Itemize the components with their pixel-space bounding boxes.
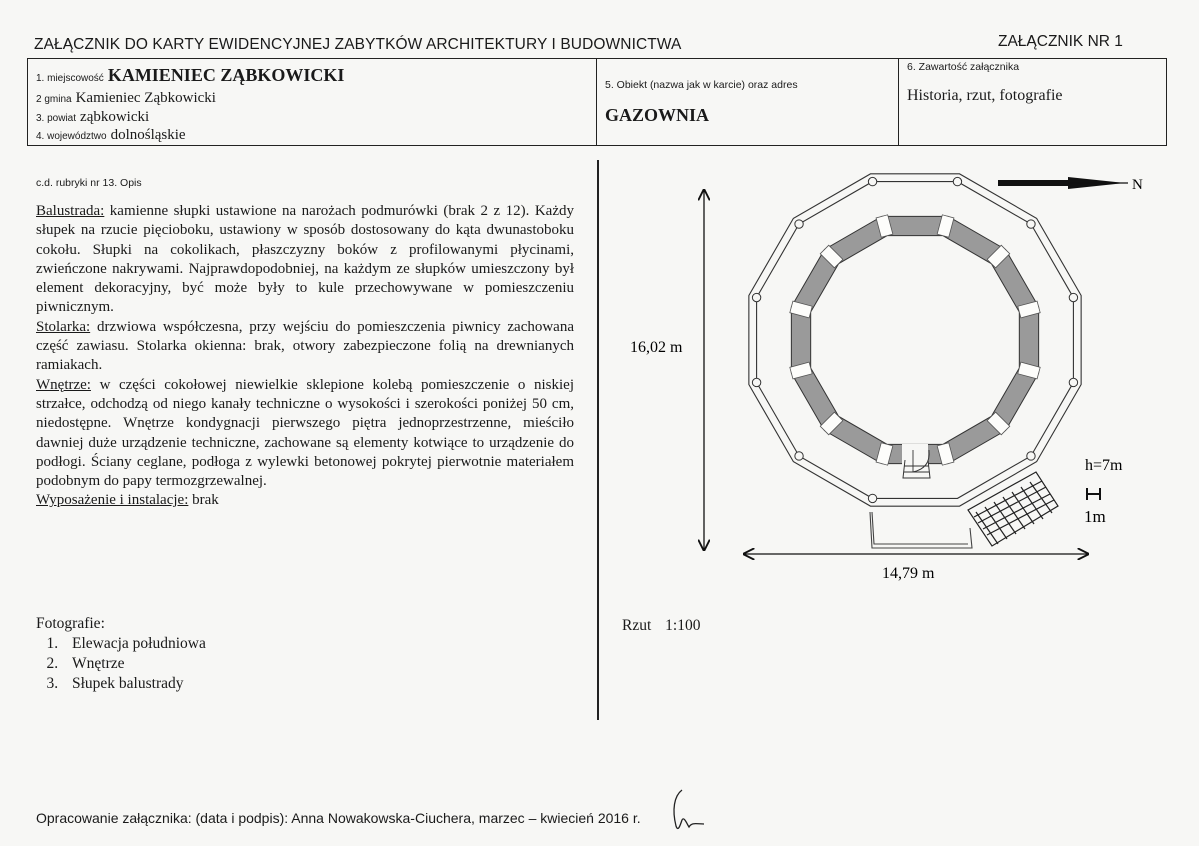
balustrade-post — [752, 293, 760, 301]
wall-inner-face — [811, 236, 1020, 445]
photo-item: 3. Słupek balustrady — [62, 674, 206, 694]
entrance-gap — [902, 444, 928, 472]
wyposazenie-text: brak — [188, 492, 219, 509]
wojewodztwo-label: 4. województwo — [36, 131, 107, 142]
wnetrze-paragraph — [36, 376, 574, 492]
stolarka-text: drzwiowa współczesna, przy wejściu do pomieszczenia piwnicy zachowana część zawiasu. Stolarka okienna: brak, otwory zabezpieczone folią na drewnianych ramiakach. — [36, 318, 574, 374]
balustrade-post — [1069, 293, 1077, 301]
object-cell — [597, 59, 899, 145]
balustrade-post — [868, 494, 876, 502]
height-dimension: 16,02 m — [630, 339, 683, 356]
miejscowosc-value: KAMIENIEC ZĄBKOWICKI — [107, 65, 345, 85]
wnetrze-text: w części cokołowej niewielkie sklepione kolebą pomieszczenie o niskiej strzałce, odchodzą od niego kanały techniczne o wysokości i szerokości poniżej 50 cm, niedostępne. Wnętrze kondygnacji pierwszego piętra jednoprzestrzenne, mieściło dawniej duże urządzenie techniczne, zachowane są elementy kotwiące to urządzenie do podłogi. Ściany ceglane, podłoga z wylewki betonowej pokrytej pierwotnie materiałem podobnym do papy termozgrzewalnej. — [36, 376, 574, 490]
balustrade-post — [1027, 220, 1035, 228]
stolarka-heading: Stolarka: — [36, 318, 91, 335]
wyposazenie-heading: Wyposażenie i instalacje: — [36, 492, 189, 509]
signature — [660, 786, 710, 836]
column-divider — [597, 160, 599, 720]
balustrade-post — [1027, 452, 1035, 460]
opis-label: c.d. rubryki nr 13. Opis — [36, 177, 142, 189]
zawartosc-value: Historia, rzut, fotografie — [907, 87, 1063, 104]
powiat-row — [36, 108, 149, 126]
gmina-row — [36, 89, 216, 107]
balustrada-paragraph — [36, 202, 574, 318]
scale-bar-label: 1m — [1084, 507, 1106, 526]
miejscowosc-label: 1. miejscowość — [36, 73, 104, 84]
photos-list — [36, 614, 206, 694]
miejscowosc-row — [36, 65, 344, 86]
balustrade-post — [1069, 378, 1077, 386]
scale-bar — [1087, 488, 1100, 500]
inner-wall — [790, 215, 1040, 472]
wnetrze-heading: Wnętrze: — [36, 376, 91, 393]
document-title: ZAŁĄCZNIK DO KARTY EWIDENCYJNEJ ZABYTKÓW ARCHITEKTURY I BUDOWNICTWA — [34, 36, 682, 53]
staircase — [968, 472, 1058, 546]
gmina-value: Kamieniec Ząbkowicki — [75, 90, 216, 106]
photo-item: 2. Wnętrze — [62, 654, 206, 674]
balustrada-heading: Balustrada: — [36, 203, 105, 219]
annex-number: ZAŁĄCZNIK NR 1 — [998, 33, 1123, 50]
wojewodztwo-row — [36, 126, 186, 144]
description — [36, 202, 574, 511]
obiekt-value: GAZOWNIA — [605, 105, 710, 125]
north-label: N — [1132, 177, 1143, 193]
balustrade-post — [795, 452, 803, 460]
photo-item: 1. Elewacja południowa — [62, 634, 206, 654]
balustrade-post — [795, 220, 803, 228]
footer-author: Opracowanie załącznika: (data i podpis): Anna Nowakowska-Ciuchera, marzec – kwiecień 2016 r. — [36, 810, 641, 826]
wyposazenie-paragraph — [36, 491, 574, 510]
floor-plan — [600, 160, 1160, 590]
header-table — [27, 58, 1167, 146]
plan-caption: Rzut 1:100 — [622, 617, 701, 634]
powiat-value: ząbkowicki — [80, 109, 150, 125]
contents-cell — [899, 59, 1166, 145]
location-cell — [28, 59, 597, 145]
photos-label: Fotografie: — [36, 615, 105, 632]
zawartosc-label: 6. Zawartość załącznika — [907, 61, 1020, 73]
balustrade-post — [752, 378, 760, 386]
height-label: h=7m — [1085, 457, 1123, 474]
powiat-label: 3. powiat — [36, 113, 77, 124]
balustrade-post — [953, 177, 961, 185]
balustrade-post — [868, 177, 876, 185]
stolarka-paragraph — [36, 318, 574, 376]
balustrada-text: kamienne słupki ustawione na narożach podmurówki (brak 2 z 12). Każdy słupek na rzucie pięcioboku, ustawiony w sposób dostosowany do kąta dwunastoboku cokołu. Słupki na cokolikach, płaszczyzny boków z profilowanymi płycinami, zwieńczone nakrywami. Najprawdopodobniej, na każdym ze słupków umieszczony był element dekoracyjny, być może były to kule przechowywane w pomieszczeniu piwnicznym. — [36, 203, 574, 316]
gmina-label: 2 gmina — [36, 94, 72, 105]
obiekt-label: 5. Obiekt (nazwa jak w karcie) oraz adres — [605, 79, 798, 91]
wojewodztwo-value: dolnośląskie — [110, 127, 186, 143]
annex-outline — [870, 512, 972, 548]
width-dimension: 14,79 m — [882, 565, 935, 582]
